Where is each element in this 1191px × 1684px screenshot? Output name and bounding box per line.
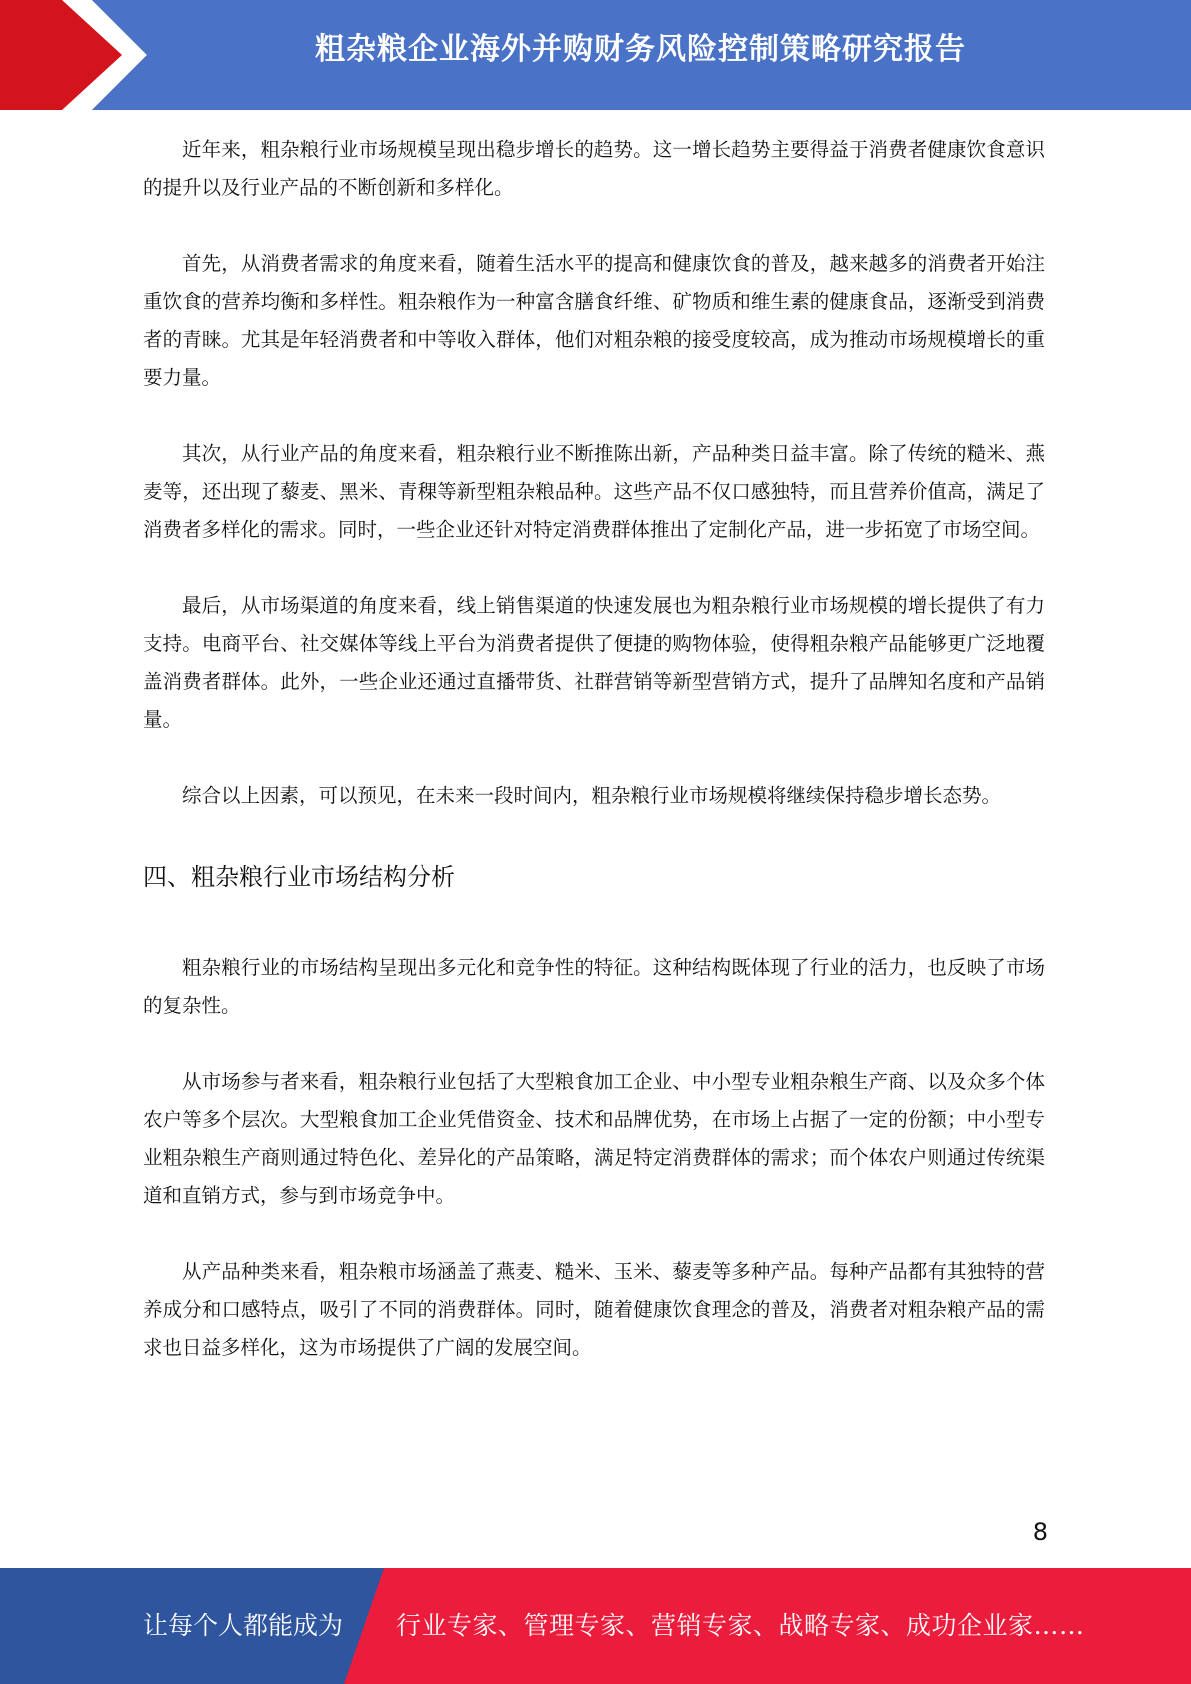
document-title: 粗杂粮企业海外并购财务风险控制策略研究报告 xyxy=(315,32,966,67)
body-paragraph: 综合以上因素，可以预见，在未来一段时间内，粗杂粮行业市场规模将继续保持稳步增长态势。 xyxy=(182,784,1002,807)
body-paragraph: 近年来，粗杂粮行业市场规模呈现出稳步增长的趋势。这一增长趋势主要得益于消费者健康饮食意识的提升以及行业产品的不断创新和多样化。 xyxy=(143,138,1045,199)
body-paragraph: 最后，从市场渠道的角度来看，线上销售渠道的快速发展也为粗杂粮行业市场规模的增长提供了有力支持。电商平台、社交媒体等线上平台为消费者提供了便捷的购物体验，使得粗杂粮产品能够更广泛地覆盖消费者群体。此外，一些企业还通过直播带货、社群营销等新型营销方式，提升了品牌知名度和产品销量。 xyxy=(143,594,1045,731)
body-paragraph: 从市场参与者来看，粗杂粮行业包括了大型粮食加工企业、中小型专业粗杂粮生产商、以及众多个体农户等多个层次。大型粮食加工企业凭借资金、技术和品牌优势，在市场上占据了一定的份额；中小型专业粗杂粮生产商则通过特色化、差异化的产品策略，满足特定消费群体的需求；而个体农户则通过传统渠道和直销方式，参与到市场竞争中。 xyxy=(143,1070,1045,1207)
body-paragraph: 首先，从消费者需求的角度来看，随着生活水平的提高和健康饮食的普及，越来越多的消费者开始注重饮食的营养均衡和多样性。粗杂粮作为一种富含膳食纤维、矿物质和维生素的健康食品，逐渐受到消费者的青睐。尤其是年轻消费者和中等收入群体，他们对粗杂粮的接受度较高，成为推动市场规模增长的重要力量。 xyxy=(143,252,1045,389)
body-paragraph: 粗杂粮行业的市场结构呈现出多元化和竞争性的特征。这种结构既体现了行业的活力，也反映了市场的复杂性。 xyxy=(143,956,1045,1017)
footer-slogan-left: 让每个人都能成为 xyxy=(143,1611,344,1640)
body-paragraph: 其次，从行业产品的角度来看，粗杂粮行业不断推陈出新，产品种类日益丰富。除了传统的糙米、燕麦等，还出现了藜麦、黑米、青稞等新型粗杂粮品种。这些产品不仅口感独特，而且营养价值高，满足了消费者多样化的需求。同时，一些企业还针对特定消费群体推出了定制化产品，进一步拓宽了市场空间。 xyxy=(143,442,1045,541)
document-body xyxy=(143,131,1045,1405)
body-paragraph: 从产品种类来看，粗杂粮市场涵盖了燕麦、糙米、玉米、藜麦等多种产品。每种产品都有其独特的营养成分和口感特点，吸引了不同的消费群体。同时，随着健康饮食理念的普及，消费者对粗杂粮产品的需求也日益多样化，这为市场提供了广阔的发展空间。 xyxy=(143,1260,1045,1359)
page-footer xyxy=(0,1568,1191,1684)
page-number: 8 xyxy=(1032,1518,1048,1546)
section-heading: 四、粗杂粮行业市场结构分析 xyxy=(143,863,455,891)
page-header xyxy=(0,0,1191,110)
footer-slogan-right: 行业专家、管理专家、营销专家、战略专家、成功企业家…… xyxy=(396,1611,1085,1640)
header-chevron-decoration xyxy=(0,0,150,110)
